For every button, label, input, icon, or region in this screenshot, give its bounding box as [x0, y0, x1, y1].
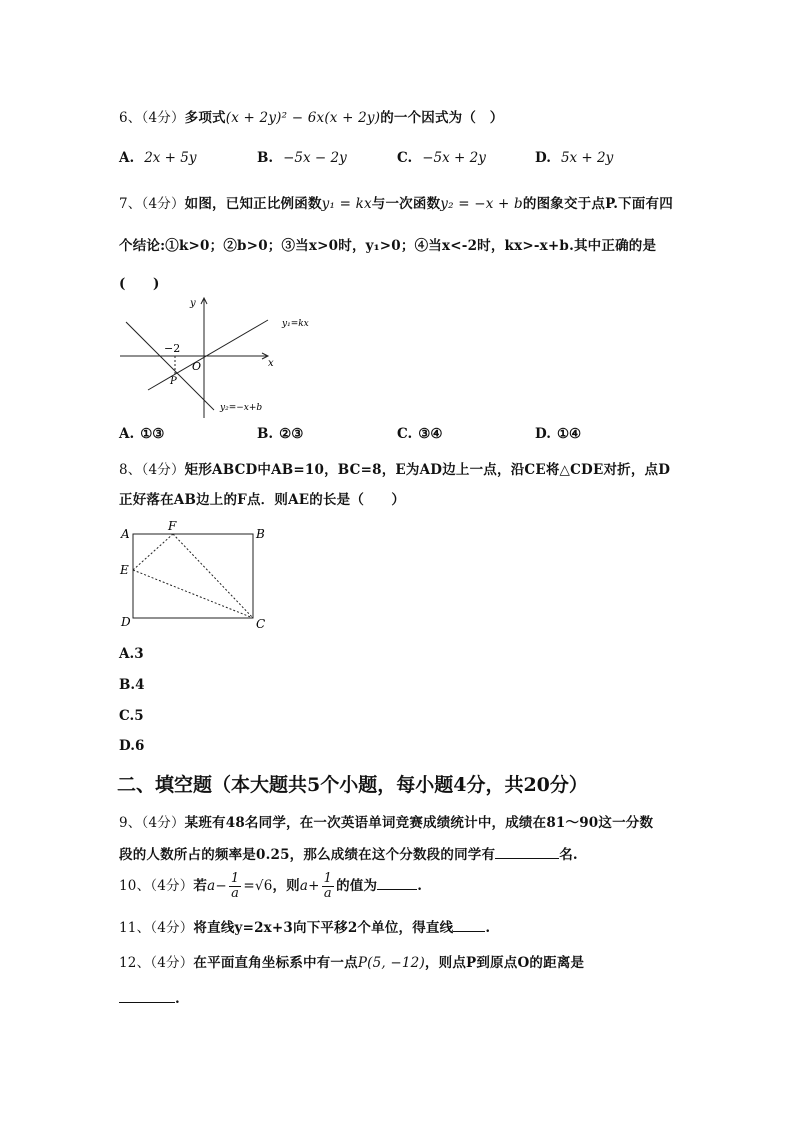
q7-text-b: 与一次函数: [371, 196, 441, 212]
option-value: ①③: [140, 426, 165, 442]
q8-stem-line1: [119, 458, 670, 478]
q7-score: （4分）: [141, 196, 185, 212]
q11-end: .: [485, 920, 491, 936]
q8-figure: [116, 518, 276, 634]
q10-number: 10、: [119, 878, 151, 894]
q9-score: （4分）: [141, 815, 185, 831]
q8-option-b[interactable]: [119, 677, 145, 693]
option-label: A.: [119, 646, 135, 662]
option-label: B.: [257, 150, 274, 166]
segment-fc: [173, 534, 253, 618]
q7-text-a: 如图，已知正比例函数: [184, 196, 322, 212]
option-value: 4: [135, 677, 145, 693]
q8-option-c[interactable]: [119, 708, 144, 724]
q6-option-b[interactable]: [257, 150, 347, 166]
q11-score: （4分）: [150, 920, 194, 936]
q10-score: （4分）: [150, 878, 194, 894]
q12-point: P(5, −12): [357, 955, 425, 971]
y1-label: y₁=kx: [282, 319, 309, 329]
q6-stem-pre: 多项式: [184, 110, 226, 126]
fraction-denominator: a: [323, 886, 332, 901]
label-c: C: [256, 617, 266, 631]
rectangle-abcd: [133, 534, 253, 618]
q6-option-a[interactable]: [119, 150, 197, 166]
q6-expression: (x + 2y)² − 6x(x + 2y): [225, 110, 381, 126]
q10-text-1: 若: [193, 878, 208, 894]
option-value: −5x − 2y: [283, 150, 347, 166]
q9-text-1: 某班有48名同学，在一次英语单词竞赛成绩统计中，成绩在81～90这一分数: [184, 815, 654, 831]
option-value: ①④: [556, 426, 582, 442]
q9-number: 9、: [119, 815, 142, 831]
q10-minus: −: [215, 878, 227, 894]
q10-var-a: a: [207, 878, 216, 894]
q10-answer-blank[interactable]: [377, 877, 417, 890]
q9-text-2: 段的人数所占的频率是0.25，那么成绩在这个分数段的同学有: [119, 847, 496, 863]
q11-text: 将直线y=2x+3向下平移2个单位，得直线: [193, 920, 454, 936]
q6-option-c[interactable]: [397, 150, 486, 166]
q11-answer-blank[interactable]: [453, 919, 485, 932]
q7-stem-line3: ( ): [119, 276, 160, 292]
q9-stem-line2: [119, 843, 578, 863]
q12-number: 12、: [119, 955, 151, 971]
option-value: ②③: [279, 426, 304, 442]
option-value: ③④: [418, 426, 443, 442]
option-label: C.: [397, 426, 413, 442]
q10-plus: +: [308, 878, 320, 894]
option-label: A.: [119, 426, 135, 442]
q12-end: .: [175, 991, 180, 1007]
label-e: E: [120, 563, 129, 577]
fraction-numerator: 1: [230, 871, 240, 886]
option-value: 6: [134, 738, 145, 754]
q12-text-a: 在平面直角坐标系中有一点: [193, 955, 358, 971]
q6-number: 6、: [119, 110, 142, 126]
q12-answer-line: [119, 990, 180, 1007]
q8-stem-line2: 正好落在AB边上的F点．则AE的长是（ ）: [119, 492, 406, 508]
origin-label: O: [192, 360, 202, 373]
q7-number: 7、: [119, 196, 142, 212]
q6-stem-post: 的一个因式为（ ）: [380, 110, 504, 126]
point-p-label: P: [170, 376, 177, 387]
option-label: B.: [119, 677, 136, 693]
option-label: C.: [397, 150, 413, 166]
option-label: A.: [119, 150, 135, 166]
q7-y1-expr: y₁ = kx: [321, 196, 372, 212]
q6-score: （4分）: [141, 110, 185, 126]
q9-text-end: 名.: [559, 847, 578, 863]
y2-label: y₂=−x+b: [220, 403, 263, 413]
fraction-numerator: 1: [323, 871, 333, 886]
q6-option-d[interactable]: [535, 150, 613, 166]
q7-option-c[interactable]: [397, 426, 442, 442]
q9-answer-blank[interactable]: [495, 846, 559, 859]
segment-ec: [133, 570, 253, 618]
q11-stem: [119, 916, 490, 936]
q7-y2-expr: y₂ = −x + b: [440, 196, 523, 212]
option-label: D.: [119, 738, 135, 754]
option-label: D.: [535, 426, 551, 442]
line-y1: [148, 320, 268, 390]
q8-option-a[interactable]: [119, 646, 144, 662]
q10-stem: [119, 872, 422, 901]
q10-sqrt6: √6: [254, 878, 273, 894]
q12-text-b: ，则点P到原点O的距离是: [424, 955, 585, 971]
q10-text-2: ，则: [272, 878, 300, 894]
q7-option-a[interactable]: [119, 426, 164, 442]
q7-text-c: 的图象交于点P.下面有四: [522, 196, 673, 212]
q7-stem-line2: 个结论:①k>0；②b>0；③当x>0时，y₁>0；④当x<-2时，kx>-x+b.其中正确的是: [119, 238, 657, 254]
q10-end: .: [417, 878, 423, 894]
label-b: B: [256, 527, 265, 541]
q7-option-b[interactable]: [257, 426, 303, 442]
neg2-label: −2: [164, 342, 181, 355]
q8-number: 8、: [119, 462, 142, 478]
label-f: F: [168, 519, 177, 533]
option-value: 3: [134, 646, 144, 662]
q8-score: （4分）: [141, 462, 185, 478]
option-value: −5x + 2y: [422, 150, 486, 166]
y-axis-label: y: [190, 298, 196, 309]
q10-fraction-2: [322, 872, 334, 901]
label-a: A: [121, 527, 130, 541]
q9-stem-line1: [119, 811, 653, 831]
q7-stem-line1: [119, 192, 673, 212]
q12-score: （4分）: [150, 955, 194, 971]
q11-number: 11、: [119, 920, 151, 936]
segment-ef: [133, 534, 173, 570]
q8-text-1: 矩形ABCD中AB=10，BC=8，E为AD边上一点，沿CE将△CDE对折，点D: [184, 462, 671, 478]
option-label: B.: [257, 426, 274, 442]
q12-answer-blank[interactable]: [119, 990, 175, 1003]
option-value: 2x + 5y: [144, 150, 197, 166]
q8-option-d[interactable]: [119, 738, 144, 754]
q7-option-d[interactable]: [535, 426, 581, 442]
option-value: 5: [134, 708, 144, 724]
q6-stem: [119, 106, 504, 126]
q10-var-a-2: a: [299, 878, 309, 894]
option-label: D.: [535, 150, 551, 166]
q7-graph: [118, 292, 318, 420]
label-d: D: [121, 615, 131, 629]
q10-equals: =: [243, 878, 255, 894]
q12-stem: [119, 951, 584, 971]
q10-text-3: 的值为: [336, 878, 378, 894]
option-value: 5x + 2y: [560, 150, 614, 166]
fraction-denominator: a: [231, 886, 240, 901]
q10-fraction-1: [229, 872, 241, 901]
x-axis-label: x: [268, 358, 274, 369]
section-2-title: 二、填空题（本大题共5个小题，每小题4分，共20分）: [117, 774, 588, 796]
option-label: C.: [119, 708, 135, 724]
